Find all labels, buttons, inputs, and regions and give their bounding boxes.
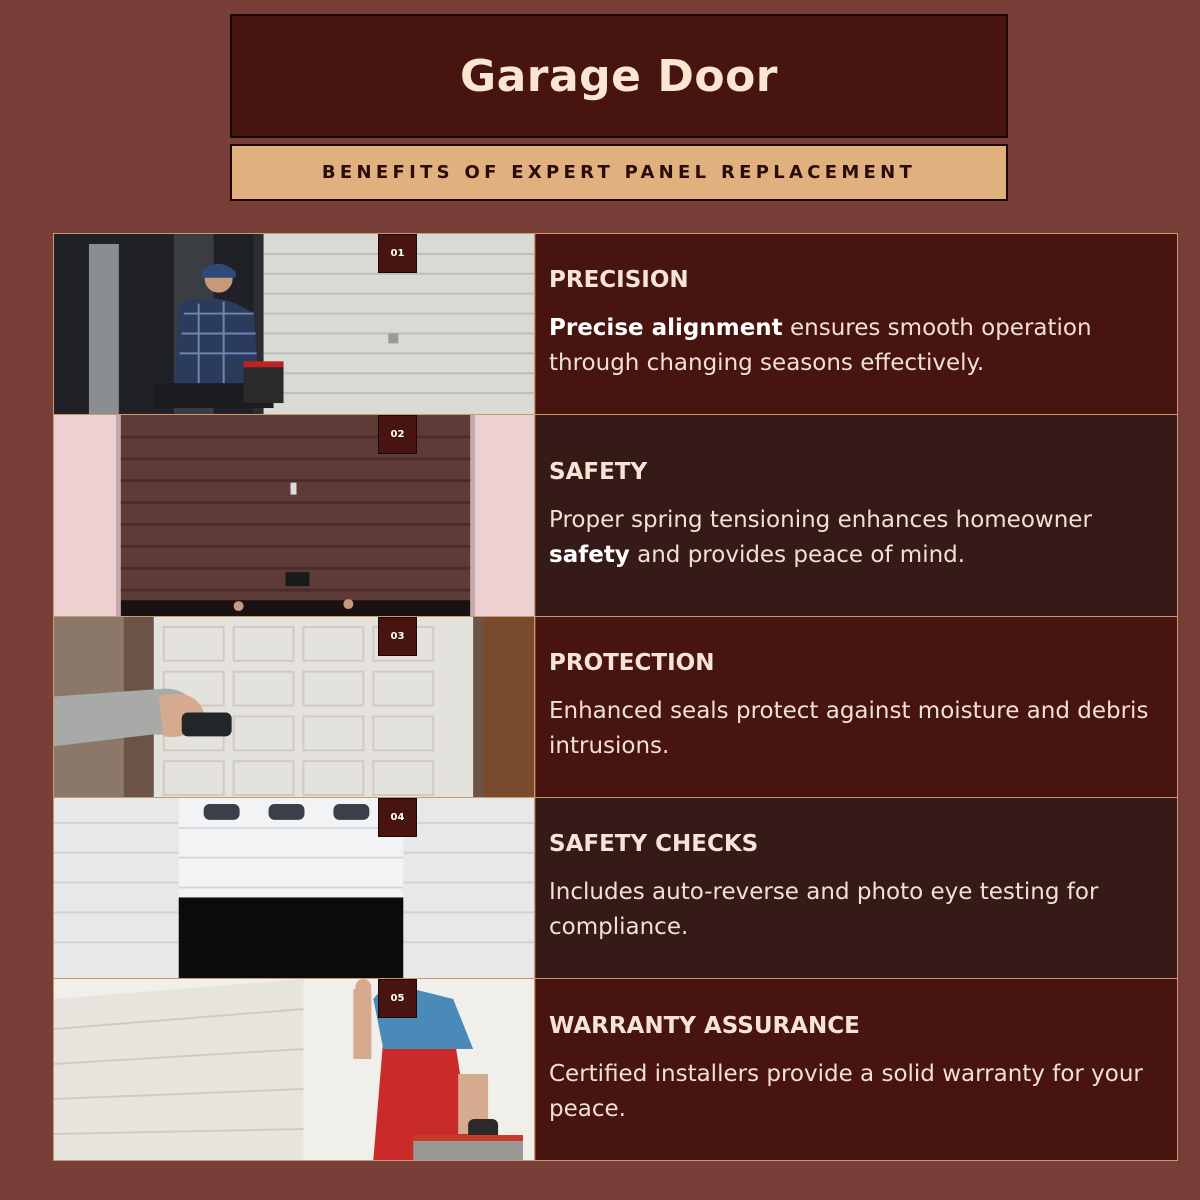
benefit-description: Certified installers provide a solid warranty for your peace. (549, 1060, 1143, 1122)
step-number-badge: 04 (378, 798, 417, 837)
benefit-text (536, 617, 1177, 797)
benefit-description (549, 311, 1159, 381)
benefit-text (536, 798, 1177, 978)
benefit-photo (54, 617, 535, 797)
benefit-photo (54, 979, 535, 1160)
benefit-desc-rest: and provides peace of mind. (629, 541, 966, 568)
installer-photo-icon (54, 979, 534, 1160)
benefit-photo (54, 798, 535, 978)
benefit-photo (54, 234, 535, 414)
garage-door-photo-icon (54, 415, 534, 616)
benefit-row (54, 415, 1177, 617)
benefit-row (54, 798, 1177, 979)
page-subtitle: BENEFITS OF EXPERT PANEL REPLACEMENT (321, 162, 917, 183)
step-number-badge: 01 (378, 234, 417, 273)
title-banner (230, 14, 1008, 138)
benefit-heading: SAFETY (549, 458, 648, 485)
benefit-bold-text: safety (549, 541, 630, 568)
benefit-row (54, 234, 1177, 415)
benefit-heading: PRECISION (549, 267, 689, 293)
benefit-bold-text: Precise alignment (549, 315, 783, 341)
page-title: Garage Door (459, 50, 779, 102)
step-number-badge: 05 (378, 979, 417, 1018)
benefit-heading: WARRANTY ASSURANCE (549, 1012, 860, 1039)
benefit-heading: SAFETY CHECKS (549, 831, 759, 857)
benefit-desc-pre: Proper spring tensioning enhances homeowner (549, 506, 1092, 533)
benefit-text (536, 415, 1177, 616)
open-garage-photo-icon (54, 798, 534, 978)
step-number-badge: 03 (378, 617, 417, 656)
benefit-row (54, 979, 1177, 1160)
remote-control-photo-icon (54, 617, 534, 797)
step-number-badge: 02 (378, 415, 417, 454)
benefit-description (549, 503, 1159, 573)
benefit-text (536, 979, 1177, 1160)
subtitle-banner (230, 144, 1008, 201)
benefit-description: Enhanced seals protect against moisture and debris intrusions. (549, 698, 1149, 759)
technician-photo-icon (54, 234, 534, 414)
benefit-photo (54, 415, 535, 616)
benefit-desc-rest: ensures smooth operation through changing seasons effectively. (549, 315, 1092, 376)
benefit-heading: PROTECTION (549, 650, 715, 676)
benefit-row (54, 617, 1177, 798)
benefits-grid (53, 233, 1178, 1161)
benefit-description: Includes auto-reverse and photo eye testing for compliance. (549, 879, 1099, 940)
benefit-text (536, 234, 1177, 414)
